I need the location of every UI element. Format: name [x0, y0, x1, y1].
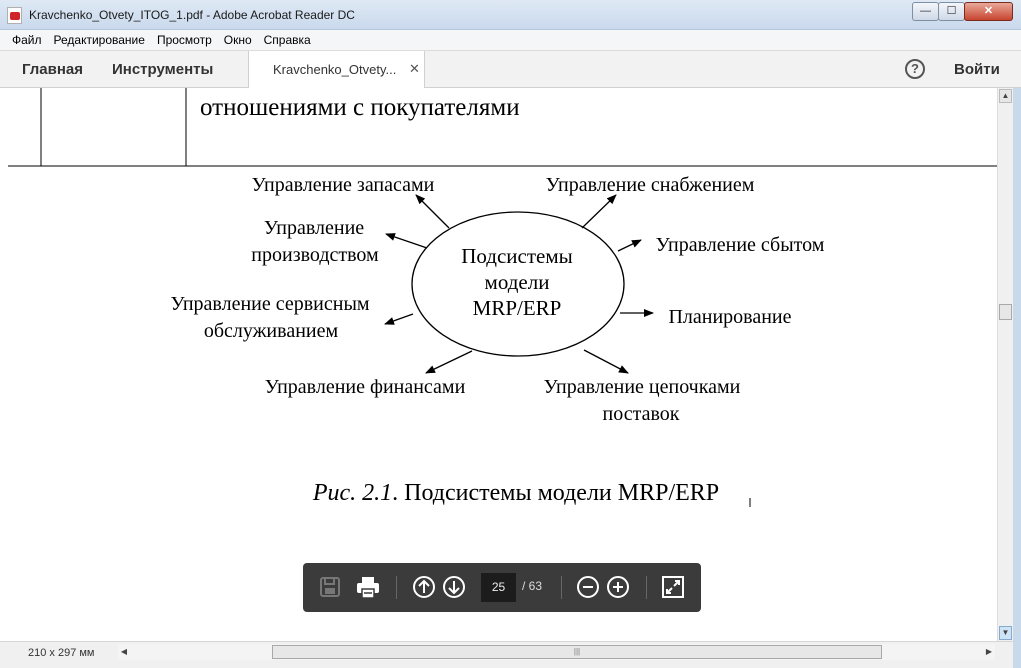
page-content: [0, 88, 997, 641]
label-planning: Планирование: [668, 306, 792, 328]
caption-text: . Подсистемы модели MRP/ERP: [392, 480, 720, 506]
caption-italic: Рис. 2.1: [312, 480, 393, 506]
menu-view[interactable]: Просмотр: [156, 33, 212, 47]
signin-button[interactable]: Войти: [954, 61, 1000, 78]
document-tab-label: Kravchenko_Otvety...: [273, 62, 397, 77]
arrow-up-icon[interactable]: [411, 574, 437, 600]
label-production-line-1: Управление: [263, 217, 365, 239]
tab-document[interactable]: [248, 51, 425, 88]
menu-help[interactable]: Справка: [263, 33, 311, 47]
menu-edit[interactable]: Редактирование: [53, 33, 145, 47]
close-window-button[interactable]: ✕: [964, 2, 1013, 21]
center-label-line-3: MRP/ERP: [472, 296, 562, 320]
page-total: / 63: [522, 579, 543, 593]
center-label-line-1: Подсистемы: [461, 244, 573, 268]
scroll-down-icon[interactable]: ▼: [999, 626, 1012, 640]
help-icon[interactable]: ?: [905, 59, 925, 79]
tab-bar: [0, 51, 1021, 88]
vertical-scrollbar[interactable]: [997, 88, 1013, 641]
label-supply-chain-line-2: поставок: [602, 403, 680, 425]
menu-window[interactable]: Окно: [223, 33, 252, 47]
label-sales: Управление сбытом: [655, 234, 825, 256]
arrow: [386, 234, 427, 248]
scroll-thumb[interactable]: [999, 304, 1012, 320]
label-supply: Управление снабжением: [545, 174, 755, 196]
toolbar-separator: [396, 576, 397, 599]
window-title: Kravchenko_Otvety_ITOG_1.pdf - Adobe Acrobat Reader DC: [29, 8, 355, 22]
title-bar: [0, 0, 1021, 30]
label-service-line-1: Управление сервисным: [170, 293, 370, 315]
arrow: [426, 351, 472, 373]
center-label-line-2: модели: [484, 270, 550, 294]
label-supply-chain-line-1: Управление цепочками: [543, 376, 741, 398]
toolbar-separator: [561, 576, 562, 599]
scroll-right-icon[interactable]: ▶: [985, 647, 993, 656]
label-service-line-2: обслуживанием: [203, 320, 339, 342]
floating-toolbar: [303, 563, 701, 612]
fit-page-icon[interactable]: [660, 574, 686, 600]
window-frame: [1013, 88, 1021, 668]
figure-caption: [312, 480, 719, 506]
arrow: [584, 350, 628, 373]
toolbar-separator: [646, 576, 647, 599]
zoom-in-icon[interactable]: [605, 574, 631, 600]
table-cell-text: отношениями с покупателями: [200, 94, 520, 121]
page-size-label: 210 x 297 мм: [28, 647, 95, 659]
close-tab-icon[interactable]: ✕: [409, 61, 420, 76]
scroll-left-icon[interactable]: ◀: [120, 647, 128, 656]
arrow: [385, 314, 413, 324]
label-inventory: Управление запасами: [251, 174, 435, 196]
page-number-input[interactable]: 25: [481, 573, 516, 602]
maximize-button[interactable]: ☐: [938, 2, 965, 21]
document-view[interactable]: [0, 88, 997, 641]
arrow: [582, 195, 616, 228]
acrobat-pdf-icon: [7, 7, 22, 24]
print-icon[interactable]: [355, 574, 381, 600]
label-finance: Управление финансами: [264, 376, 466, 398]
horizontal-scroll-thumb[interactable]: |||: [272, 645, 882, 659]
label-production-line-2: производством: [251, 244, 379, 266]
status-bar: [0, 641, 1013, 668]
horizontal-scrollbar[interactable]: [118, 644, 995, 660]
menu-bar: [0, 30, 1021, 51]
save-icon[interactable]: [317, 574, 343, 600]
minimize-button[interactable]: —: [912, 2, 939, 21]
menu-file[interactable]: Файл: [12, 33, 42, 47]
scroll-up-icon[interactable]: ▲: [999, 89, 1012, 103]
arrow: [618, 240, 641, 251]
zoom-out-icon[interactable]: [575, 574, 601, 600]
arrow-down-icon[interactable]: [441, 574, 467, 600]
tab-home[interactable]: Главная: [22, 61, 84, 78]
arrow: [416, 195, 449, 228]
tab-tools[interactable]: Инструменты: [112, 61, 214, 78]
